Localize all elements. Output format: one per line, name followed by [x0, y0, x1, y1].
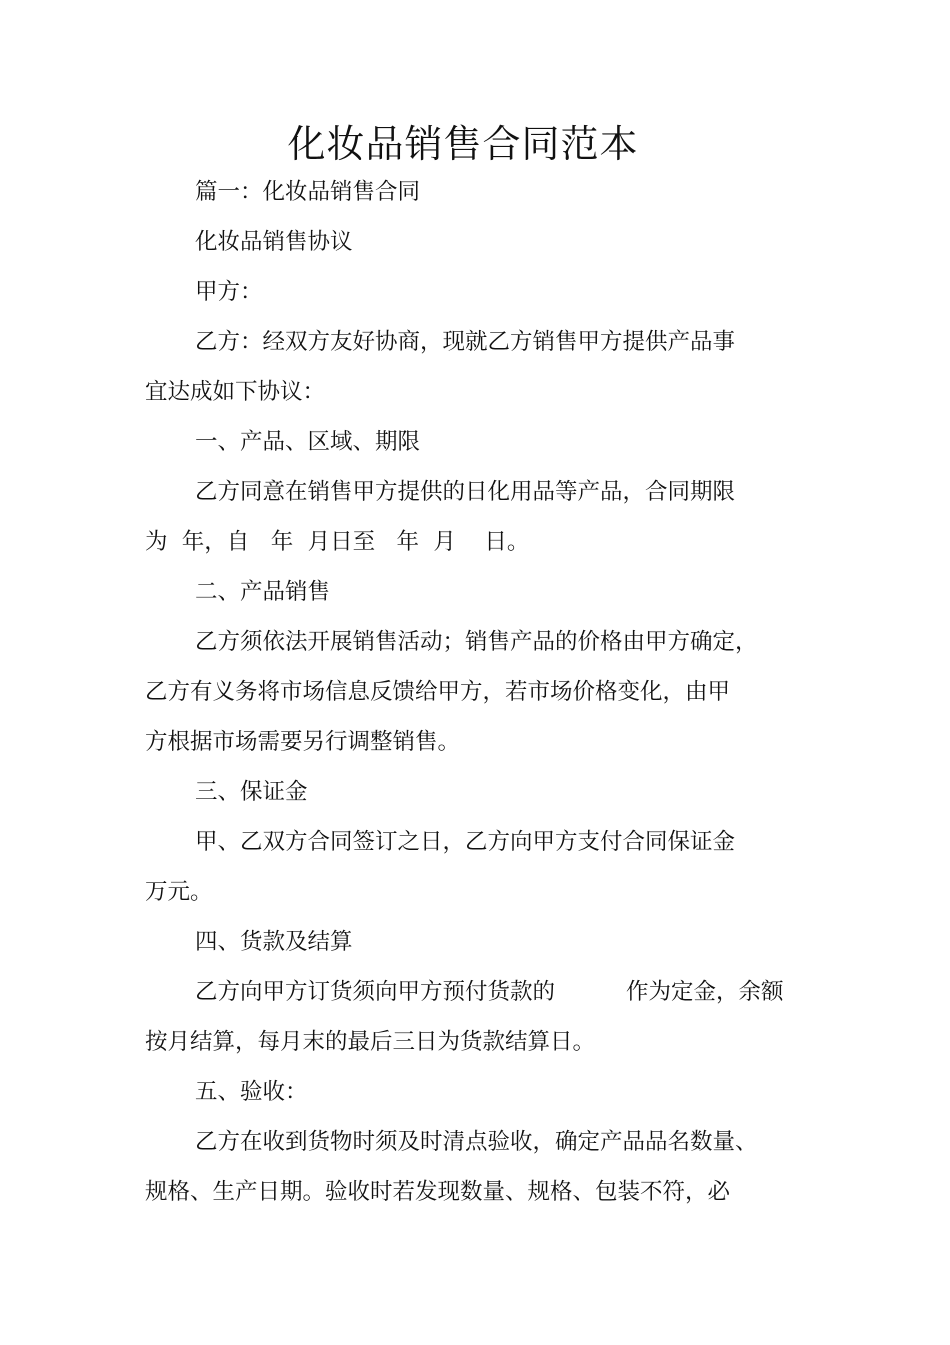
paragraph-line: 宜达成如下协议： [145, 379, 326, 405]
paragraph-line: 按月结算，每月末的最后三日为货款结算日。 [145, 1029, 596, 1055]
paragraph-line: 万元。 [145, 879, 213, 905]
paragraph-line: 方根据市场需要另行调整销售。 [145, 729, 461, 755]
party-b-line: 乙方：经双方友好协商，现就乙方销售甲方提供产品事 [195, 329, 736, 355]
agreement-name: 化妆品销售协议 [195, 229, 353, 255]
paragraph-line: 乙方向甲方订货须向甲方预付货款的 [195, 979, 556, 1005]
paragraph-line: 乙方在收到货物时须及时清点验收，确定产品品名数量、 [195, 1129, 758, 1155]
paragraph-line: 乙方同意在销售甲方提供的日化用品等产品，合同期限 [195, 479, 736, 505]
party-a-line: 甲方： [195, 279, 263, 305]
paragraph-line: 规格、生产日期。验收时若发现数量、规格、包装不符，必 [145, 1179, 731, 1205]
section-heading-5: 五、验收： [195, 1079, 308, 1105]
document-title: 化妆品销售合同范本 [287, 122, 639, 166]
paragraph-line: 甲、乙双方合同签订之日，乙方向甲方支付合同保证金 [195, 829, 736, 855]
paragraph-line: 乙方须依法开展销售活动；销售产品的价格由甲方确定， [195, 629, 758, 655]
section-heading-4: 四、货款及结算 [195, 929, 353, 955]
paragraph-line: 为 年，自 年 月日至 年 月 日。 [145, 529, 530, 555]
section-heading-2: 二、产品销售 [195, 579, 331, 605]
section-heading-3: 三、保证金 [195, 779, 308, 805]
section-heading-1: 一、产品、区域、期限 [195, 429, 421, 455]
paragraph-line-tail: 作为定金，余额 [626, 979, 784, 1005]
paragraph-line: 乙方有义务将市场信息反馈给甲方，若市场价格变化，由甲 [145, 679, 731, 705]
chapter-heading: 篇一：化妆品销售合同 [195, 179, 421, 205]
